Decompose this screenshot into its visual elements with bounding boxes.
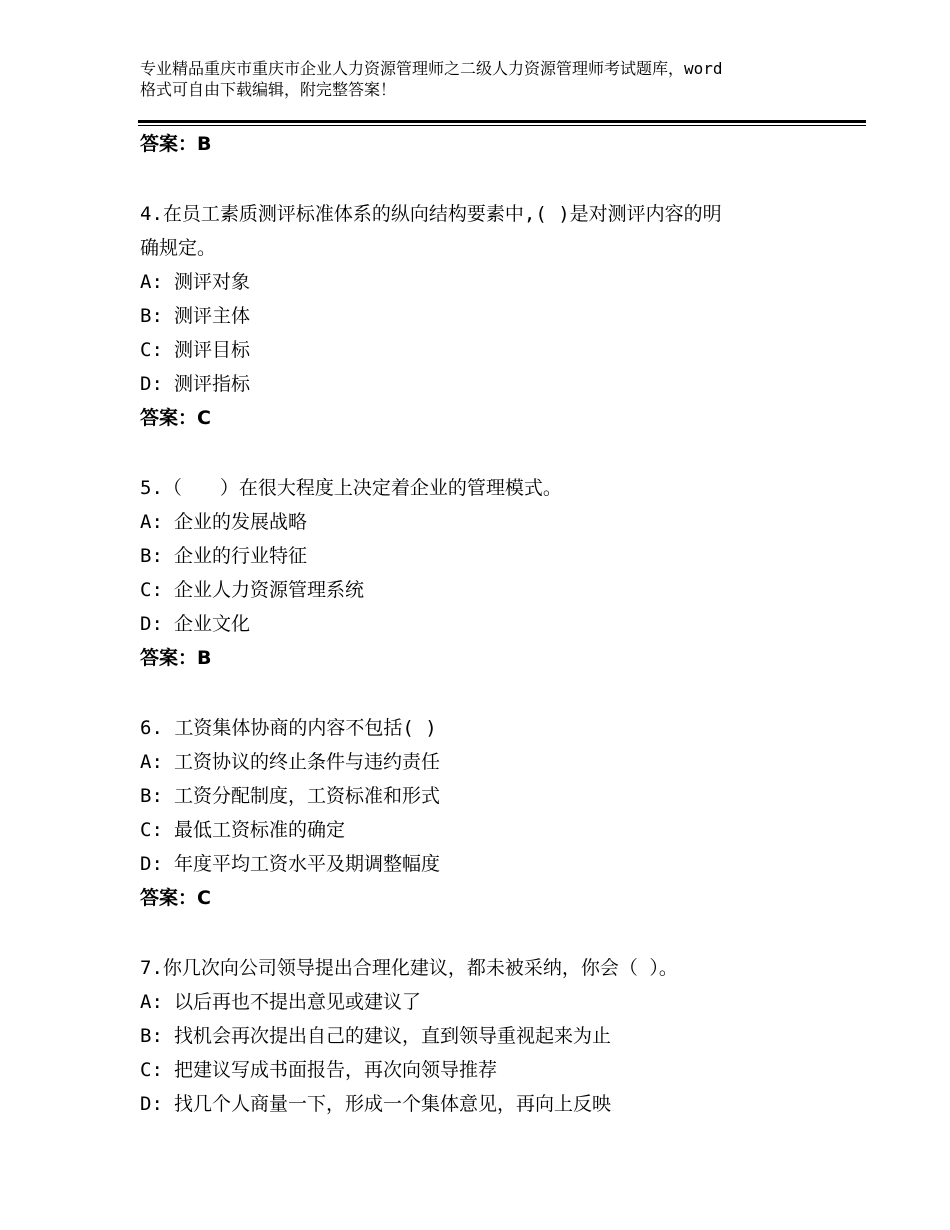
question-gap: [140, 435, 840, 471]
questions-container: [140, 161, 840, 1121]
option-key: B:: [140, 785, 163, 807]
question-stem: 7.你几次向公司领导提出合理化建议，都未被采纳，你会（ ）。: [140, 957, 678, 979]
question-stem: 4.在员工素质测评标准体系的纵向结构要素中,( )是对测评内容的明: [140, 203, 722, 225]
option-item: [140, 1087, 840, 1121]
option-key: B:: [140, 305, 163, 327]
option-item: [140, 299, 840, 333]
option-text: 测评主体: [174, 305, 251, 327]
answer-line: 答案：B: [140, 647, 212, 669]
option-key: C:: [140, 339, 163, 361]
option-key: A:: [140, 271, 163, 293]
option-text: 找机会再次提出自己的建议，直到领导重视起来为止: [174, 1025, 612, 1047]
option-key: C:: [140, 579, 163, 601]
option-key: A:: [140, 511, 163, 533]
option-text: 企业人力资源管理系统: [174, 579, 365, 601]
option-item: [140, 539, 840, 573]
option-key: A:: [140, 991, 163, 1013]
question-stem: 5.（ ）在很大程度上决定着企业的管理模式。: [140, 477, 562, 499]
question-block: [140, 197, 840, 435]
option-item: [140, 745, 840, 779]
option-item: [140, 505, 840, 539]
option-item: [140, 985, 840, 1019]
option-item: [140, 1053, 840, 1087]
option-item: [140, 607, 840, 641]
option-text: 工资协议的终止条件与违约责任: [174, 751, 441, 773]
option-text: 测评目标: [174, 339, 251, 361]
option-text: 企业文化: [174, 613, 251, 635]
option-item: [140, 847, 840, 881]
option-text: 年度平均工资水平及期调整幅度: [174, 853, 441, 875]
option-key: D:: [140, 1093, 163, 1115]
option-item: [140, 573, 840, 607]
question-stem: 6. 工资集体协商的内容不包括( ): [140, 717, 437, 739]
question-gap: [140, 161, 840, 197]
answer-line: 答案：C: [140, 407, 211, 429]
question-gap: [140, 675, 840, 711]
header-line-2: 格式可自由下载编辑，附完整答案！: [140, 80, 397, 99]
question-block: [140, 711, 840, 915]
option-text: 最低工资标准的确定: [174, 819, 346, 841]
option-item: [140, 813, 840, 847]
option-key: D:: [140, 853, 163, 875]
option-text: 把建议写成书面报告，再次向领导推荐: [174, 1059, 498, 1081]
option-item: [140, 367, 840, 401]
answer-line: 答案：B: [140, 133, 212, 155]
question-stem: 确规定。: [140, 237, 217, 259]
option-item: [140, 779, 840, 813]
option-item: [140, 1019, 840, 1053]
question-block: [140, 951, 840, 1121]
document-header: [140, 58, 830, 100]
option-text: 测评对象: [174, 271, 251, 293]
option-key: B:: [140, 545, 163, 567]
header-rule-thick: [138, 120, 866, 123]
option-text: 企业的行业特征: [174, 545, 308, 567]
option-key: B:: [140, 1025, 163, 1047]
question-gap: [140, 915, 840, 951]
option-text: 以后再也不提出意见或建议了: [174, 991, 422, 1013]
option-key: D:: [140, 613, 163, 635]
question-block: [140, 471, 840, 675]
option-key: A:: [140, 751, 163, 773]
option-text: 找几个人商量一下，形成一个集体意见，再向上反映: [174, 1093, 612, 1115]
answer-line: 答案：C: [140, 887, 211, 909]
option-text: 测评指标: [174, 373, 251, 395]
question-list: [140, 127, 840, 1121]
option-item: [140, 265, 840, 299]
option-key: C:: [140, 819, 163, 841]
option-item: [140, 333, 840, 367]
option-text: 企业的发展战略: [174, 511, 308, 533]
option-key: D:: [140, 373, 163, 395]
option-text: 工资分配制度，工资标准和形式: [174, 785, 441, 807]
header-rule-thin: [138, 125, 866, 126]
option-key: C:: [140, 1059, 163, 1081]
header-line-1: 专业精品重庆市重庆市企业人力资源管理师之二级人力资源管理师考试题库，word: [140, 59, 723, 78]
